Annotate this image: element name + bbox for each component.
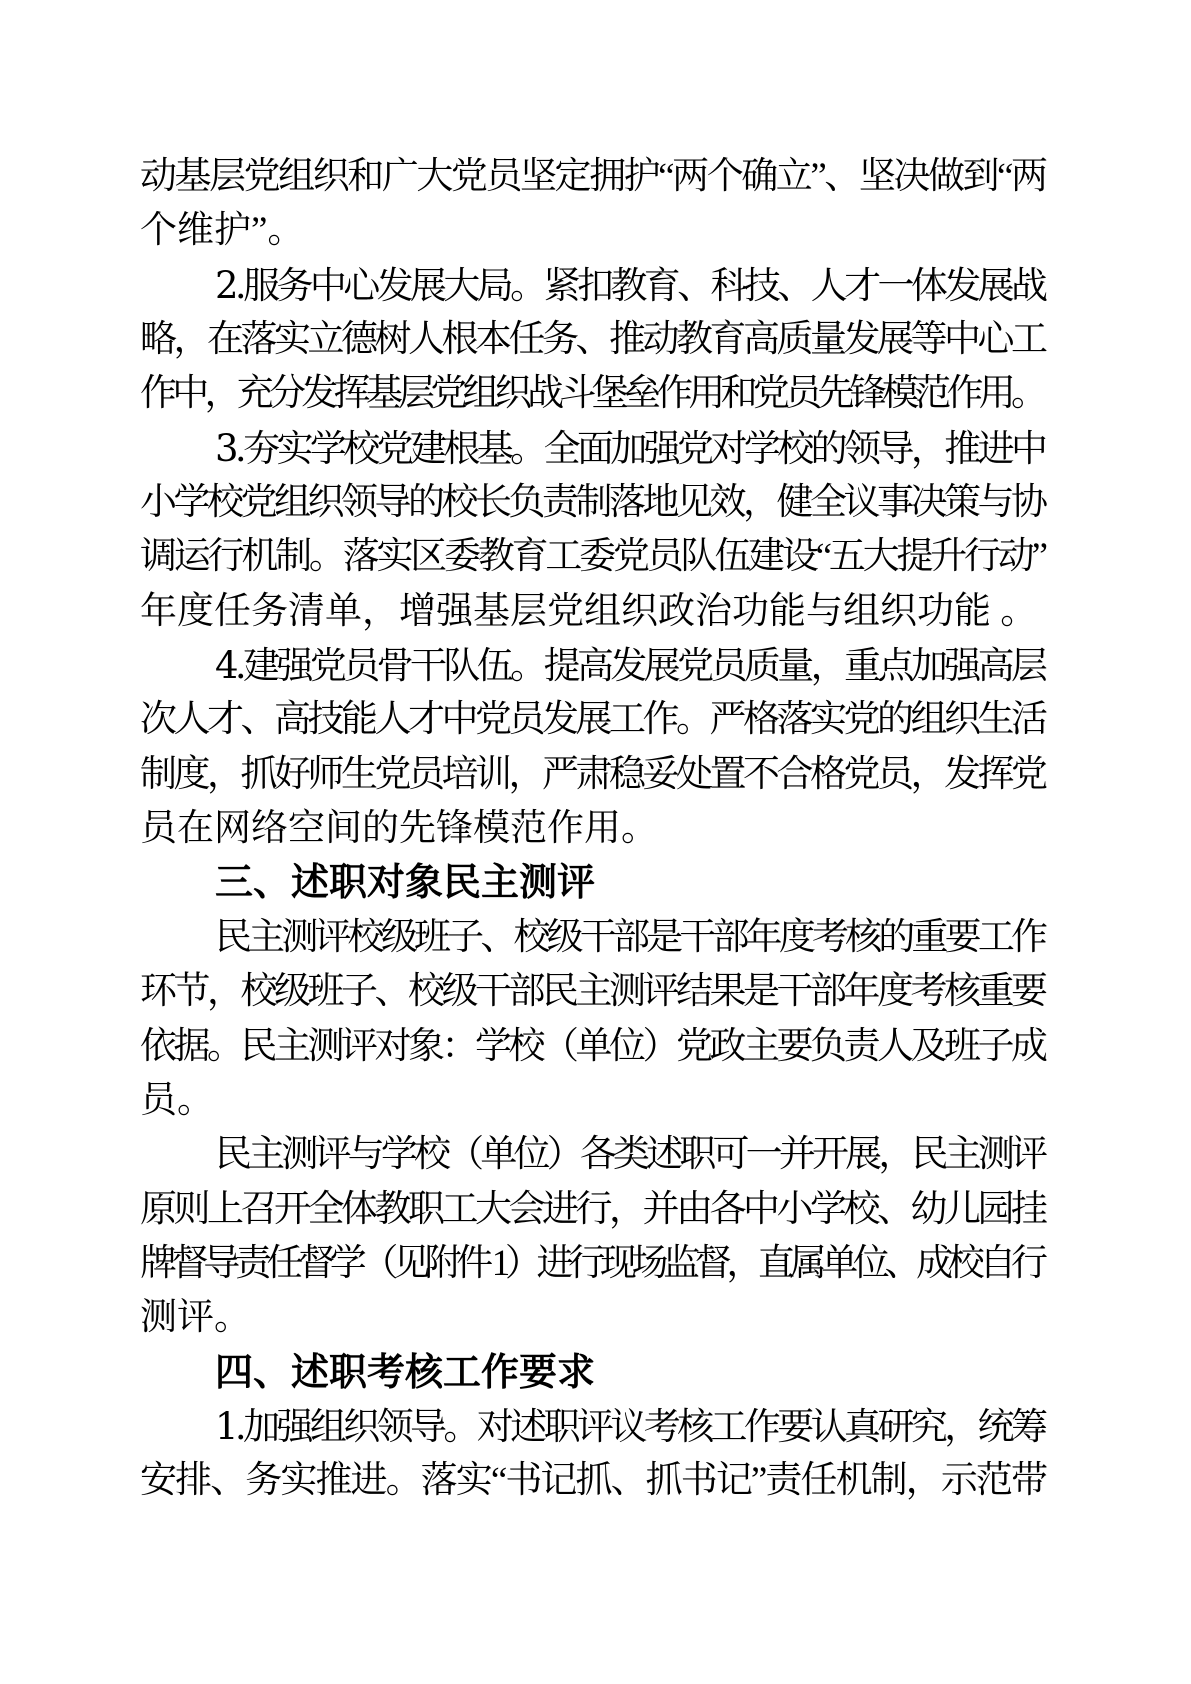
- paragraph-text: 制度，抓好师生党员培训，严肃稳妥处置不合格党员，发挥党: [140, 753, 1045, 795]
- item-lead-text: 4.建强党员骨干队伍。: [215, 644, 544, 688]
- body-text-line: [140, 1074, 1048, 1128]
- line-text: [140, 802, 658, 856]
- paragraph-text: 略，在落实立德树人根本任务、推动教育高质量发展等中心工: [140, 319, 1045, 361]
- line-text: [140, 150, 1046, 204]
- paragraph-text: 对述职评议考核工作要认真研究，统筹: [476, 1406, 1045, 1448]
- body-text-line: [140, 1400, 1048, 1454]
- text-content: [140, 150, 1048, 1509]
- body-text-line: [140, 1291, 1048, 1345]
- paragraph-text: 小学校党组织领导的校长负责制落地见效，健全议事决策与协: [140, 482, 1045, 524]
- line-text: [140, 1237, 1043, 1291]
- body-text-line: [140, 204, 1048, 258]
- heading-text: 三、述职对象民主测评: [215, 862, 596, 905]
- paragraph-text: 次人才、高技能人才中党员发展工作。严格落实党的组织生活: [140, 699, 1045, 741]
- line-text: [215, 911, 1044, 965]
- body-text-line: [140, 476, 1048, 530]
- body-text-line: [140, 259, 1048, 313]
- paragraph-text: 依据。民主测评对象：学校（单位）党政主要负责人及班子成: [140, 1025, 1045, 1067]
- line-text: [215, 1128, 1044, 1182]
- body-text-line: [140, 1128, 1048, 1182]
- line-text: [140, 1454, 1046, 1508]
- body-text-line: [140, 748, 1048, 802]
- paragraph-text: 全面加强党对学校的领导，推进中: [543, 428, 1045, 470]
- line-text: [140, 1074, 214, 1128]
- body-text-line: [140, 802, 1048, 856]
- line-text: [215, 422, 1044, 477]
- body-text-line: [140, 639, 1048, 693]
- line-text: [140, 367, 1043, 421]
- paragraph-text: 环节，校级班子、校级干部民主测评结果是干部年度考核重要: [140, 971, 1045, 1013]
- body-text-line: [140, 911, 1048, 965]
- body-text-line: [140, 1020, 1048, 1074]
- item-lead-text: 3.夯实学校党建根基。: [215, 426, 544, 470]
- paragraph-text: 安排、务实推进。落实“书记抓、抓书记”责任机制，示范带: [140, 1460, 1047, 1502]
- paragraph-text: 动基层党组织和广大党员坚定拥护“两个确立”、坚决做到“两: [140, 156, 1046, 197]
- line-text: [140, 748, 1045, 802]
- section-heading: [140, 856, 1048, 910]
- line-text: [140, 965, 1045, 1019]
- body-text-line: [140, 313, 1048, 367]
- line-text: [215, 1400, 1044, 1455]
- body-text-line: [140, 1454, 1048, 1508]
- paragraph-text: 调运行机制。落实区委教育工委党员队伍建设“五大提升行动”: [140, 536, 1045, 578]
- line-text: [140, 204, 304, 258]
- paragraph-text: 民主测评校级班子、校级干部是干部年度考核的重要工作: [215, 916, 1045, 958]
- paragraph-text: 民主测评与学校（单位）各类述职可一并开展，民主测评: [215, 1134, 1045, 1176]
- paragraph-text: 原则上召开全体教职工大会进行，并由各中小学校、幼儿园挂: [140, 1188, 1045, 1230]
- paragraph-text: 牌督导责任督学（见附件 1）进行现场监督，直属单位、成校自行: [140, 1242, 1043, 1284]
- line-text: [215, 856, 595, 910]
- line-text: [215, 259, 1044, 314]
- line-text: [140, 693, 1045, 747]
- paragraph-text: 员在网络空间的先锋模范作用。: [140, 808, 658, 850]
- line-text: [140, 313, 1045, 367]
- section-heading: [140, 1346, 1048, 1400]
- line-text: [140, 1020, 1045, 1074]
- paragraph-text: 作中，充分发挥基层党组织战斗堡垒作用和党员先锋模范作用。: [140, 373, 1044, 415]
- body-text-line: [140, 1237, 1048, 1291]
- line-text: [140, 1291, 251, 1345]
- line-text: [140, 530, 1045, 584]
- paragraph-text: 员。: [140, 1079, 214, 1121]
- body-text-line: [140, 422, 1048, 476]
- body-text-line: [140, 585, 1048, 639]
- paragraph-text: 紧扣教育、科技、人才一体发展战: [543, 265, 1045, 307]
- line-text: [215, 639, 1044, 694]
- body-text-line: [140, 693, 1048, 747]
- paragraph-text: 提高发展党员质量，重点加强高层: [543, 646, 1045, 688]
- line-text: [140, 476, 1045, 530]
- body-text-line: [140, 367, 1048, 421]
- paragraph-text: 测评。: [140, 1297, 251, 1339]
- body-text-line: [140, 150, 1048, 204]
- item-lead-text: 2.服务中心发展大局。: [215, 263, 544, 307]
- line-text: [140, 585, 1037, 639]
- item-lead-text: 1.加强组织领导。: [215, 1404, 477, 1448]
- body-text-line: [140, 965, 1048, 1019]
- body-text-line: [140, 1183, 1048, 1237]
- line-text: [140, 1183, 1045, 1237]
- body-text-line: [140, 530, 1048, 584]
- paragraph-text: 个维护”。: [140, 210, 305, 252]
- line-text: [215, 1346, 595, 1400]
- heading-text: 四、述职考核工作要求: [215, 1351, 596, 1394]
- paragraph-text: 年度任务清单，增强基层党组织政治功能与组织功能 。: [140, 590, 1038, 632]
